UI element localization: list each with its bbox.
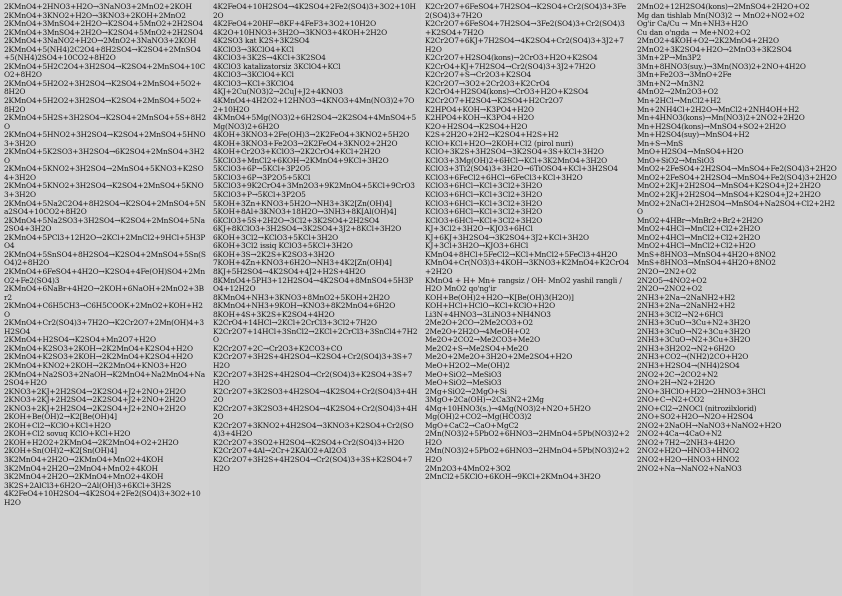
equation-line: KOH+Be(OH)2+H2O→K[Be(OH)3(H2O)] xyxy=(425,292,574,302)
equation-line: 2NO2+2C→2CO2+N2 xyxy=(637,369,718,379)
equation-line: 5KClO3+6P→5KCl+3P2O5 xyxy=(213,164,311,174)
equation-line: Me2O+2Me2O+3H2O+2Me2SO4+H2O xyxy=(425,352,573,362)
equation-line: K2CrO4+14HCl→2KCl+2CrCl3+3Cl2+7H2O xyxy=(213,318,377,328)
equation-line: 2KMnO4+K2SO3+2KOH→2K2MnO4+K2SO4+H2O xyxy=(4,352,193,362)
equation-line: KClO3+3Ti2(SO4)3+3H2O→6TiOSO4+KCl+3H2SO4 xyxy=(425,164,618,174)
equation-line: 8KOH+4S+3K2S+K2SO4+4H2O xyxy=(213,309,335,319)
equation-line: 2NH3+3CuO→N2+3Cu+3H2O xyxy=(637,326,751,336)
equation-line: Mg(OH)2+CO2→Mg(HCO3)2 xyxy=(425,412,532,422)
equation-line: Li3N+4HNO3→3LiNO3+NH4NO3 xyxy=(425,309,551,319)
equation-line: 4KClO3→3KClO4+KCl xyxy=(213,44,294,54)
equation-line: KClO3+6HCl→KCl+3Cl2+3H2O xyxy=(425,207,543,217)
column-1 xyxy=(0,0,209,596)
equation-line: 4K2FeO4+20HF→8KF+4FeF3+3O2+10H2O xyxy=(213,19,376,29)
equation-line: Me2O2+S→Me2SO4+Me2O xyxy=(425,343,529,353)
equation-line: 2KMnO4+C6H5CH3→C6H5COOK+2MnO2+KOH+H2O xyxy=(4,301,203,319)
equation-line: 2KOH+Be(OH)2→K2[Be(OH)4] xyxy=(4,412,117,422)
equation-line: K2Cr2O7+6FeSO4+7H2SO4→K2SO4+Cr2(SO4)3+3Fe2(SO4)3+7H2O xyxy=(425,2,627,20)
equation-line: 4KOH+Cr2O3+KClO3→2K2CrO4+KCl+2H2O xyxy=(213,147,381,157)
equation-line: 5KClO3+9K2CrO4+3Mn2O3+9K2MnO4+5KCl+9CrO3 xyxy=(213,181,415,191)
equation-line: 2KMnO4+5H2S+3H2SO4→K2SO4+2MnSO4+5S+8H2O xyxy=(4,113,206,131)
equation-line: 3Mn+2P→Mn3P2 xyxy=(637,53,701,63)
equation-line: 2KMnO4+5H2O2+3H2SO4→K2SO4+2MnSO4+5O2+8H2O xyxy=(4,78,202,97)
equation-line: KMnO4 + H+ Mn+ rangsiz / OH- MnO2 yashil rangli / H2O MnO2 qo'ng'ir xyxy=(425,275,622,294)
equation-line: K2Cr2O7+2C→Cr2O3+K2CO3+CO xyxy=(213,343,343,353)
equation-line: K2Cr2O7+3H2S+4H2SO4→K2SO4+Cr2(SO4)3+3S+7H2O xyxy=(213,352,413,370)
equation-line: KJ+6KJ+3H2SO4→3K2SO4+3J2+KCl+3H2O xyxy=(425,232,589,242)
equation-line: 2NO2+H2O→HNO3+HNO2 xyxy=(637,454,740,464)
equation-line: 4MnO2→2Mn2O3+O2 xyxy=(637,87,719,97)
equation-line: 2NO+C→N2+CO2 xyxy=(637,395,705,405)
equation-line: 6KClO3+5S+2H2O→3Cl2+3K2SO4+2H2SO4 xyxy=(213,215,380,225)
equation-line: 4K2FeO4+10H2SO4→4K2SO4+2Fe2(SO4)3+3O2+10H2O xyxy=(213,2,416,20)
equation-line: 2KMnO4+3KNO2+H2O→3KNO3+2KOH+2MnO2 xyxy=(4,10,186,20)
equation-line: 2Mn(NO3)2+5PbO2+6HNO3→2HMnO4+5Pb(NO3)2+2H2O xyxy=(425,446,630,464)
equation-line: 2Mn(NO3)2+5PbO2+6HNO3→2HMnO4+5Pb(NO3)2+2H2O xyxy=(425,429,630,447)
equation-line: MeO+H2O2→Me(OH)2 xyxy=(425,360,510,370)
equation-line: KJ+3Cl+3H2O→KJO3+6HCl xyxy=(425,241,529,251)
equation-line: K2HPO4+KOH→K3PO4+H2O xyxy=(425,113,534,123)
equation-line: 2KMnO4+5H2C2O4+3H2SO4→K2SO4+2MnSO4+10CO2+8H2O xyxy=(4,61,206,80)
equation-line: K2Cr2O7+3H2S+4H2SO4→Cr2(SO4)3+3S+K2SO4+7H2O xyxy=(213,454,413,473)
equation-line: 2KMnO4+5K2SO3+3H2SO4→6K2SO4+2MnSO4+3H2O xyxy=(4,147,205,165)
equation-line: Mn+2HCl→MnCl2+H2 xyxy=(637,96,721,106)
equation-line: 2KMnO4+5KNO2+3H2SO4→K2SO4+2MnSO4+5KNO3+3H2O xyxy=(4,181,204,200)
equation-line: K2Cr2O7+3SO2+H2SO4→K2SO4+Cr2(SO4)3+H2O xyxy=(213,437,405,447)
equation-line: KClO3+6FeCl2+6HCl→6FeCl3+KCl+3H2O xyxy=(425,172,583,182)
equation-line: 2NH3+3CuO→3Cu+N2+3H2O xyxy=(637,318,751,328)
equation-line: KOH+HCl+HClO→KCl+KClO+H2O xyxy=(425,301,555,311)
equation-line: 2KMnO4+5Na2C2O4+8H2SO4→K2SO4+2MnSO4+5Na2SO4+10CO2+8H2O xyxy=(4,198,206,217)
equation-line: 2KOH+Cl2→KClO+KCl+H2O xyxy=(4,420,111,430)
equation-line: 4K2FeO4+10H2SO4→4K2SO4+2Fe2(SO4)3+3O2+10H2O xyxy=(4,489,201,507)
equation-line: 2KMnO4+KNO2+2KOH→2K2MnO4+KNO3+H2O xyxy=(4,360,187,370)
equation-line: 4KClO3+3K2S→4KCl+3K2SO4 xyxy=(213,53,326,63)
equation-line: 2KMnO4+3NaNO2+H2O→2MnO2+3NaNO3+2KOH xyxy=(4,36,197,46)
equation-line: 4KMnO4+4H2O2+12HNO3→4KNO3+4Mn(NO3)2+7O2+10H2O xyxy=(213,96,415,114)
equation-line: 2Mn2O3+4MnO2+3O2 xyxy=(425,463,511,473)
equation-line: 8KMnO4+NH3+9KOH→KNO3+8K2MnO4+6H2O xyxy=(213,301,396,311)
column-3 xyxy=(421,0,633,596)
equation-line: MnS+8HNO3→MnSO4+4H2O+8NO2 xyxy=(637,258,776,268)
equation-line: K2Cr2O7+3KNO2+4H2SO4→3KNO3+K2SO4+Cr2(SO4)3+4H2O xyxy=(213,420,414,439)
equation-line: KClO3+6HCl→KCl+3Cl2+3H2O xyxy=(425,181,543,191)
equation-line: 2NH3+2Na→2NaNH2+H2 xyxy=(637,292,736,302)
equation-line: 2NO+3HClO+H2O→2HNO3+3HCl xyxy=(637,386,766,396)
equation-line: Og'ir Ca/Cu → Mn+NH3+H2O xyxy=(637,19,748,29)
equation-line: 5KClO3+6P→3P2O5+5KCl xyxy=(213,172,311,182)
equation-line: K2Cr2O7+4Al→2Cr+2KAlO2+Al2O3 xyxy=(213,446,347,456)
equation-line: 2KMnO4+5(NH4)2C2O4+8H2SO4→K2SO4+2MnSO4+5(NH4)2SO4+10CO2+8H2O xyxy=(4,44,201,63)
equation-line: 2NO2+H2O→HNO3+HNO2 xyxy=(637,446,740,456)
equation-line: 2KMnO4+6NaBr+4H2O→2KOH+6NaOH+2MnO2+3Br2 xyxy=(4,284,204,302)
equation-line: K2Cr2O7+3H2S+4H2SO4→Cr2(SO4)3+K2SO4+3S+7H2O xyxy=(213,369,413,388)
equation-line: MnO2+4HCl→MnCl2+Cl2+2H2O xyxy=(637,232,761,242)
equation-line: KJ+3Cl2+3H2O→KJO3+6HCl xyxy=(425,224,533,234)
equation-line: MnO+SiO2→MnSiO3 xyxy=(637,155,715,165)
equation-line: 2NO+Cl2→2NOCl (nitrozilxlorid) xyxy=(637,403,757,413)
equation-line: 6KJ+8KClO3+3H2SO4→3K2SO4+3J2+8KCl+3H2O xyxy=(213,224,402,234)
equation-line: 3Mn+8HNO3(suy.)→3Mn(NO3)2+2NO+4H2O xyxy=(637,61,806,71)
equation-line: K2Cr2O7+H2SO4(kons)→2CrO3+H2O+K2SO4 xyxy=(425,53,598,63)
equation-line: 2Me2O+2CO→2Me2CO3+O2 xyxy=(425,318,533,328)
equation-line: 2KMnO4+3MnSO4+2H2O→K2SO4+5MnO2+2H2SO4 xyxy=(4,19,203,29)
equation-line: 2KNO3+2KJ+2H2SO4→2K2SO4+J2+2NO+2H2O xyxy=(4,403,186,413)
equation-line: K2Cr2O7+6FeSO4+7H2SO4→3Fe2(SO4)3+Cr2(SO4)3+K2SO4+7H2O xyxy=(425,19,625,37)
equation-line: 3K2MnO4+2H2O→2MnO4+MnO2+4KOH xyxy=(4,463,158,473)
equation-line: 2KMnO4+2HNO3+H2O→3NaNO3+2MnO2+2KOH xyxy=(4,2,192,11)
equation-line: 6KOH+3Cl2→KClO3+5KCl+3H2O xyxy=(213,232,339,242)
equation-line: K2CrO4+KJ+7H2SO4→Cr2(SO4)3+3J2+7H2O xyxy=(425,61,596,71)
equation-line: 2NO2+7H2→2NH3+4H2O xyxy=(637,437,735,447)
equation-line: MnO+H2SO4→MnSO4+H2O xyxy=(637,147,744,157)
equation-line: Me2O+2CO2→Me2CO3+Me2O xyxy=(425,335,541,345)
equation-line: Mn+H2SO4(kons)→MnSO4+SO2+2H2O xyxy=(637,121,786,131)
equation-line: 2N2O→2N2+O2 xyxy=(637,266,697,276)
equation-line: 2KMnO4+3MnSO4+2H2O→K2SO4+5MnO2+2H2SO4 xyxy=(4,27,203,37)
equation-line: KClO3+6HCl→KCl+3Cl2+3H2O xyxy=(425,215,543,225)
equation-line: MeO+SiO2→MeSiO3 xyxy=(425,369,502,379)
equation-line: KMnO4+Cr(NO3)3+4KOH→3KNO3+K2MnO4+K2CrO4+2H2O xyxy=(425,258,630,276)
equation-line: 7KOH+4Zn+KNO3+6H2O→NH3+4K2[Zn(OH)4] xyxy=(213,258,392,268)
equation-line: 2Me2O+2H2O→4MeOH+O2 xyxy=(425,326,530,336)
equation-line: 2NH3+H2SO4→(NH4)2SO4 xyxy=(637,360,740,370)
equation-line: KClO3+6HCl→KCl+3Cl2+3H2O xyxy=(425,190,543,200)
equation-line: MnO2+2FeSO4+2H2SO4→MnSO4+Fe2(SO4)3+2H2O xyxy=(637,172,837,182)
equation-line: K2Cr2O7+S→Cr2O3+K2SO4 xyxy=(425,70,532,80)
equation-line: 3K2S+2AlCl3+6H2O→2Al(OH)3+6KCl+3H2S xyxy=(4,480,172,490)
equation-line: 4KJ+2Cu(NO3)2→2CuJ+J2+4KNO3 xyxy=(213,87,343,97)
equation-line: MnO2+2NaCl+2H2SO4→MnSO4+Na2SO4+Cl2+2H2O xyxy=(637,198,835,217)
equation-line: MnO2+4HCl→MnCl2+Cl2+H2O xyxy=(637,241,756,251)
equation-line: 2Mg+SiO2→2MgO+Si xyxy=(425,386,507,396)
equation-line: KClO3+6HCl→KCl+3Cl2+3H2O xyxy=(425,198,543,208)
equation-line: 5KClO3+P→5KCl+3P2O5 xyxy=(213,190,306,200)
equation-line: 2MnO2+3K2SO4+H2O→2MnO3+3K2SO4 xyxy=(637,44,792,54)
equation-line: 3MgO+2Ca(OH)→2Ca3N2+2Mg xyxy=(425,395,544,405)
equation-line: 2KMnO4+5Na2SO3+3H2SO4→K2SO4+2MnSO4+5Na2SO4+3H2O xyxy=(4,215,205,234)
equation-line: MnS+8HNO3→MnSO4+4H2O+8NO2 xyxy=(637,249,776,259)
equation-line: MeO+SiO2→MeSiO3 xyxy=(425,378,502,388)
equation-line: 2KOH+Cl2 sovuq KClO+KCl+H2O xyxy=(4,429,131,439)
equation-line: Mn+2NH4Cl+2H2O→MnCl2+2NH4OH+H2 xyxy=(637,104,800,114)
equation-line: 4KClO3→KCl+3KClO4 xyxy=(213,78,294,88)
equation-line: Cu dan o'ngda → Me+NO2+O2 xyxy=(637,27,751,37)
equation-line: Mg dan tishlab Mn(NO3)2 → MnO2+NO2+O2 xyxy=(637,10,805,20)
equation-line: 2KMnO4+Na2SO3+2NaOH→K2MnO4+Na2MnO4+Na2SO4+H2O xyxy=(4,369,206,388)
equation-line: 2KNO3+2KJ+2H2SO4→2K2SO4+J2+2NO+2H2O xyxy=(4,395,186,405)
equation-line: 2KMnO4+5SnSO4+8H2SO4→K2SO4+2MnSO4+5Sn(SO4)2+8H2O xyxy=(4,249,206,268)
equation-line: Mn+H2SO4(suy)→MnSO4+H2 xyxy=(637,130,750,140)
equation-line: Mn+4HNO3(kons)→Mn(NO3)2+2NO2+2H2O xyxy=(637,113,805,123)
equation-line: 6KOH+3Cl2 issiq KClO3+5KCl+3H2O xyxy=(213,241,353,251)
equation-line: Mn+S→MnS xyxy=(637,138,683,148)
equation-line: 2KMnO4+6FeSO4+4H2O→K2SO4+4Fe(OH)SO4+2MnO2+Fe2(SO4)3 xyxy=(4,266,205,285)
equation-line: K2Cr2O7+H2SO4→K2SO4+H2Cr2O7 xyxy=(425,96,564,106)
equation-line: 3Mn+Fe2O3→3MnO+2Fe xyxy=(637,70,732,80)
equation-line: K2S+2H2O+2H2→K2SO4+H2S+H2 xyxy=(425,130,559,140)
equation-line: K2Cr2O7+3K2SO3+4H2SO4→4K2SO4+Cr2(SO4)3+4H2O xyxy=(213,403,418,422)
equation-line: 2NO+2H→N2+2H2O xyxy=(637,378,715,388)
equation-line: 2MnCl2+5KClO+6KOH→9KCl+2KMnO4+3H2O xyxy=(425,472,601,482)
equation-line: 4KClO3→3KClO4+KCl xyxy=(213,70,294,80)
equation-line: K2Cr2O7+14HCl+3SnCl2→2KCl+2CrCl3+3SnCl4+7H2O xyxy=(213,326,418,345)
equation-line: 2MnO2+12H2SO4(kons)→2MnSO4+2H2O+O2 xyxy=(637,2,810,11)
equation-line: K2CrO4+H2SO4(kons)→CrO3+H2O+K2SO4 xyxy=(425,87,589,97)
equation-line: 6KOH+3S→2K2S+K2SO3+3H2O xyxy=(213,249,335,259)
equation-line: KClO3+3Mg(OH)2+6HCl→KCl+3K2MnO4+3H2O xyxy=(425,155,608,165)
equation-line: 2N2O5→4NO2+O2 xyxy=(637,275,707,285)
column-4 xyxy=(633,0,842,596)
equation-line: MnO2+2FeSO4+2H2SO4→MnSO4+Fe2(SO4)3+2H2O xyxy=(637,164,837,174)
equation-line: 2N2O→2NO2+O2 xyxy=(637,284,703,294)
equation-line: 2NH3+3Cl2→N2+6HCl xyxy=(637,309,724,319)
equation-line: 5KOH+3Zn+KNO3+5H2O→NH3+3K2[Zn(OH)4] xyxy=(213,198,392,208)
equation-line: 8KJ+5H2SO4→4K2SO4+4J2+H2S+4H2O xyxy=(213,266,366,276)
equation-line: MnO2+2KJ+2H2SO4→MnSO4+K2SO4+J2+2H2O xyxy=(637,190,821,200)
equation-line: 3K2MnO4+2H2O→2KMnO4+MnO2+4KOH xyxy=(4,454,164,464)
equation-line: 2NH3+3H2O2→N2+6H2O xyxy=(637,343,735,353)
equation-line: 4Mg+10HNO3(s.)→4Mg(NO3)2+N2O+5H2O xyxy=(425,403,591,413)
equation-line: MnO2+4HCl→MnCl2+Cl2+2H2O xyxy=(637,224,761,234)
equation-line: K2HPO4+KOH→K3PO4+H2O xyxy=(425,104,534,114)
equation-line: MnO2+2KJ+2H2SO4→MnSO4+K2SO4+J2+2H2O xyxy=(637,181,821,191)
equation-line: 3Mn+N2→Mn3N2 xyxy=(637,78,704,88)
equation-line: 2KMnO4+5H2O2+3H2SO4→K2SO4+2MnSO4+5O2+8H2O xyxy=(4,96,202,114)
equation-line: 4KOH+3KNO3+2Fe(OH)3→2K2FeO4+3KNO2+5H2O xyxy=(213,130,410,140)
equation-line: K2O+H2SO4→K2SO4+H2O xyxy=(425,121,528,131)
equation-line: 4KClO3 katalizatorsiz 3KClO4+KCl xyxy=(213,61,341,71)
equation-line: 2KOH+Sn(OH)2→K2[Sn(OH)4] xyxy=(4,446,117,456)
equation-line: 2KMnO4+H2SO4→K2SO4+Mn2O7+H2O xyxy=(4,335,156,345)
equation-line: 2KMnO4+5PCl3+12H2O→2KCl+2MnCl2+9HCl+5H3PO4 xyxy=(4,232,206,251)
equation-line: K2Cr2O7+6KJ+7H2SO4→4K2SO4+Cr2(SO4)3+3J2+7H2O xyxy=(425,36,624,54)
equation-line: MnO2+4HBr→MnBr2+Br2+2H2O xyxy=(637,215,763,225)
equation-line: 2KNO3+2KJ+2H2SO4→2K2SO4+J2+2NO+2H2O xyxy=(4,386,186,396)
equation-line: 2NH3+CO2→(NH2)2CO+H2O xyxy=(637,352,749,362)
equation-line: 8KMnO4+5PH3+12H2SO4→4K2SO4+8MnSO4+5H3PO4+12H2O xyxy=(213,275,414,294)
equation-line: 2NH3+3CuO→N2+3Cu+3H2O xyxy=(637,335,751,345)
equation-line: KMnO4+8HCl+5FeCl2→KCl+MnCl2+5FeCl3+4H2O xyxy=(425,249,618,259)
equation-line: 4KOH+3KNO3+Fe2O3→2K2FeO4+3KNO2+2H2O xyxy=(213,138,398,148)
equation-line: 2KMnO4+K2SO3+2KOH→2K2MnO4+K2SO4+H2O xyxy=(4,343,193,353)
column-2 xyxy=(209,0,421,596)
equation-line: 8KMnO4+NH3+3KNO3+8MnO2+5KOH+2H2O xyxy=(213,292,390,302)
equation-line: KClO+KCl+H2O→2KOH+Cl2 (pirol nuri) xyxy=(425,138,574,148)
equation-line: 4KMnO4+5Mg(NO3)2+6H2SO4→2K2SO4+4MnSO4+5Mg(NO3)2+6H2O xyxy=(213,113,417,131)
equation-line: 2NO2+4Ca→4CaO+N2 xyxy=(637,429,722,439)
equation-line: 4K2SO3 kat K2S+3K2SO4 xyxy=(213,36,310,46)
equation-line: MgO+CaC2→CaO+MgC2 xyxy=(425,420,519,430)
equation-line: K2Cr2O7→3O2+2Cr2O3+K2CrO4 xyxy=(425,78,550,88)
equation-line: 3K2MnO4+2H2O→2KMnO4+MnO2+4KOH xyxy=(4,472,164,482)
equation-line: 2KMnO4+5KNO2+3H2SO4→2MnSO4+5KNO3+K2SO4+3H2O xyxy=(4,164,204,182)
equation-line: 4K2O+10HNO3+3H2O→3KNO3+4KOH+2H2O xyxy=(213,27,388,37)
equation-line: 2KOH+H2O2+2KMnO4→2K2MnO4+O2+2H2O xyxy=(4,437,179,447)
equation-line: 2MnO2+4KOH+O2→2K2MnO4+2H2O xyxy=(637,36,779,46)
equation-line: 5KClO3+MnCl2+6KOH→2KMnO4+9KCl+3H2O xyxy=(213,155,389,165)
equation-line: K2Cr2O7+3K2SO3+4H2SO4→4K2SO4+Cr2(SO4)3+4H2O xyxy=(213,386,418,405)
equation-line: 2NH3+2Na→2NaNH2+H2 xyxy=(637,301,736,311)
equation-line: 2NO2+2NaOH→NaNO3+NaNO2+H2O xyxy=(637,420,782,430)
equation-line: 2KMnO4+Cr2(SO4)3+7H2O→K2Cr2O7+2Mn(OH)4+3H2SO4 xyxy=(4,318,204,336)
equation-line: 2KMnO4+5HNO2+3H2SO4→K2SO4+2MnSO4+5HNO3+3H2O xyxy=(4,130,206,148)
equation-line: KClO+3K2S+3H2SO4→3K2SO4+3S+KCl+3H2O xyxy=(425,147,604,157)
equation-line: 2NO2+Na→NaNO2+NaNO3 xyxy=(637,463,742,473)
equation-line: 2NO+SO2+H2O→N2O+H2SO4 xyxy=(637,412,754,422)
equation-line: 5KOH+8Al+3KNO3+18H2O→3NH3+8K[Al(OH)4] xyxy=(213,207,397,217)
